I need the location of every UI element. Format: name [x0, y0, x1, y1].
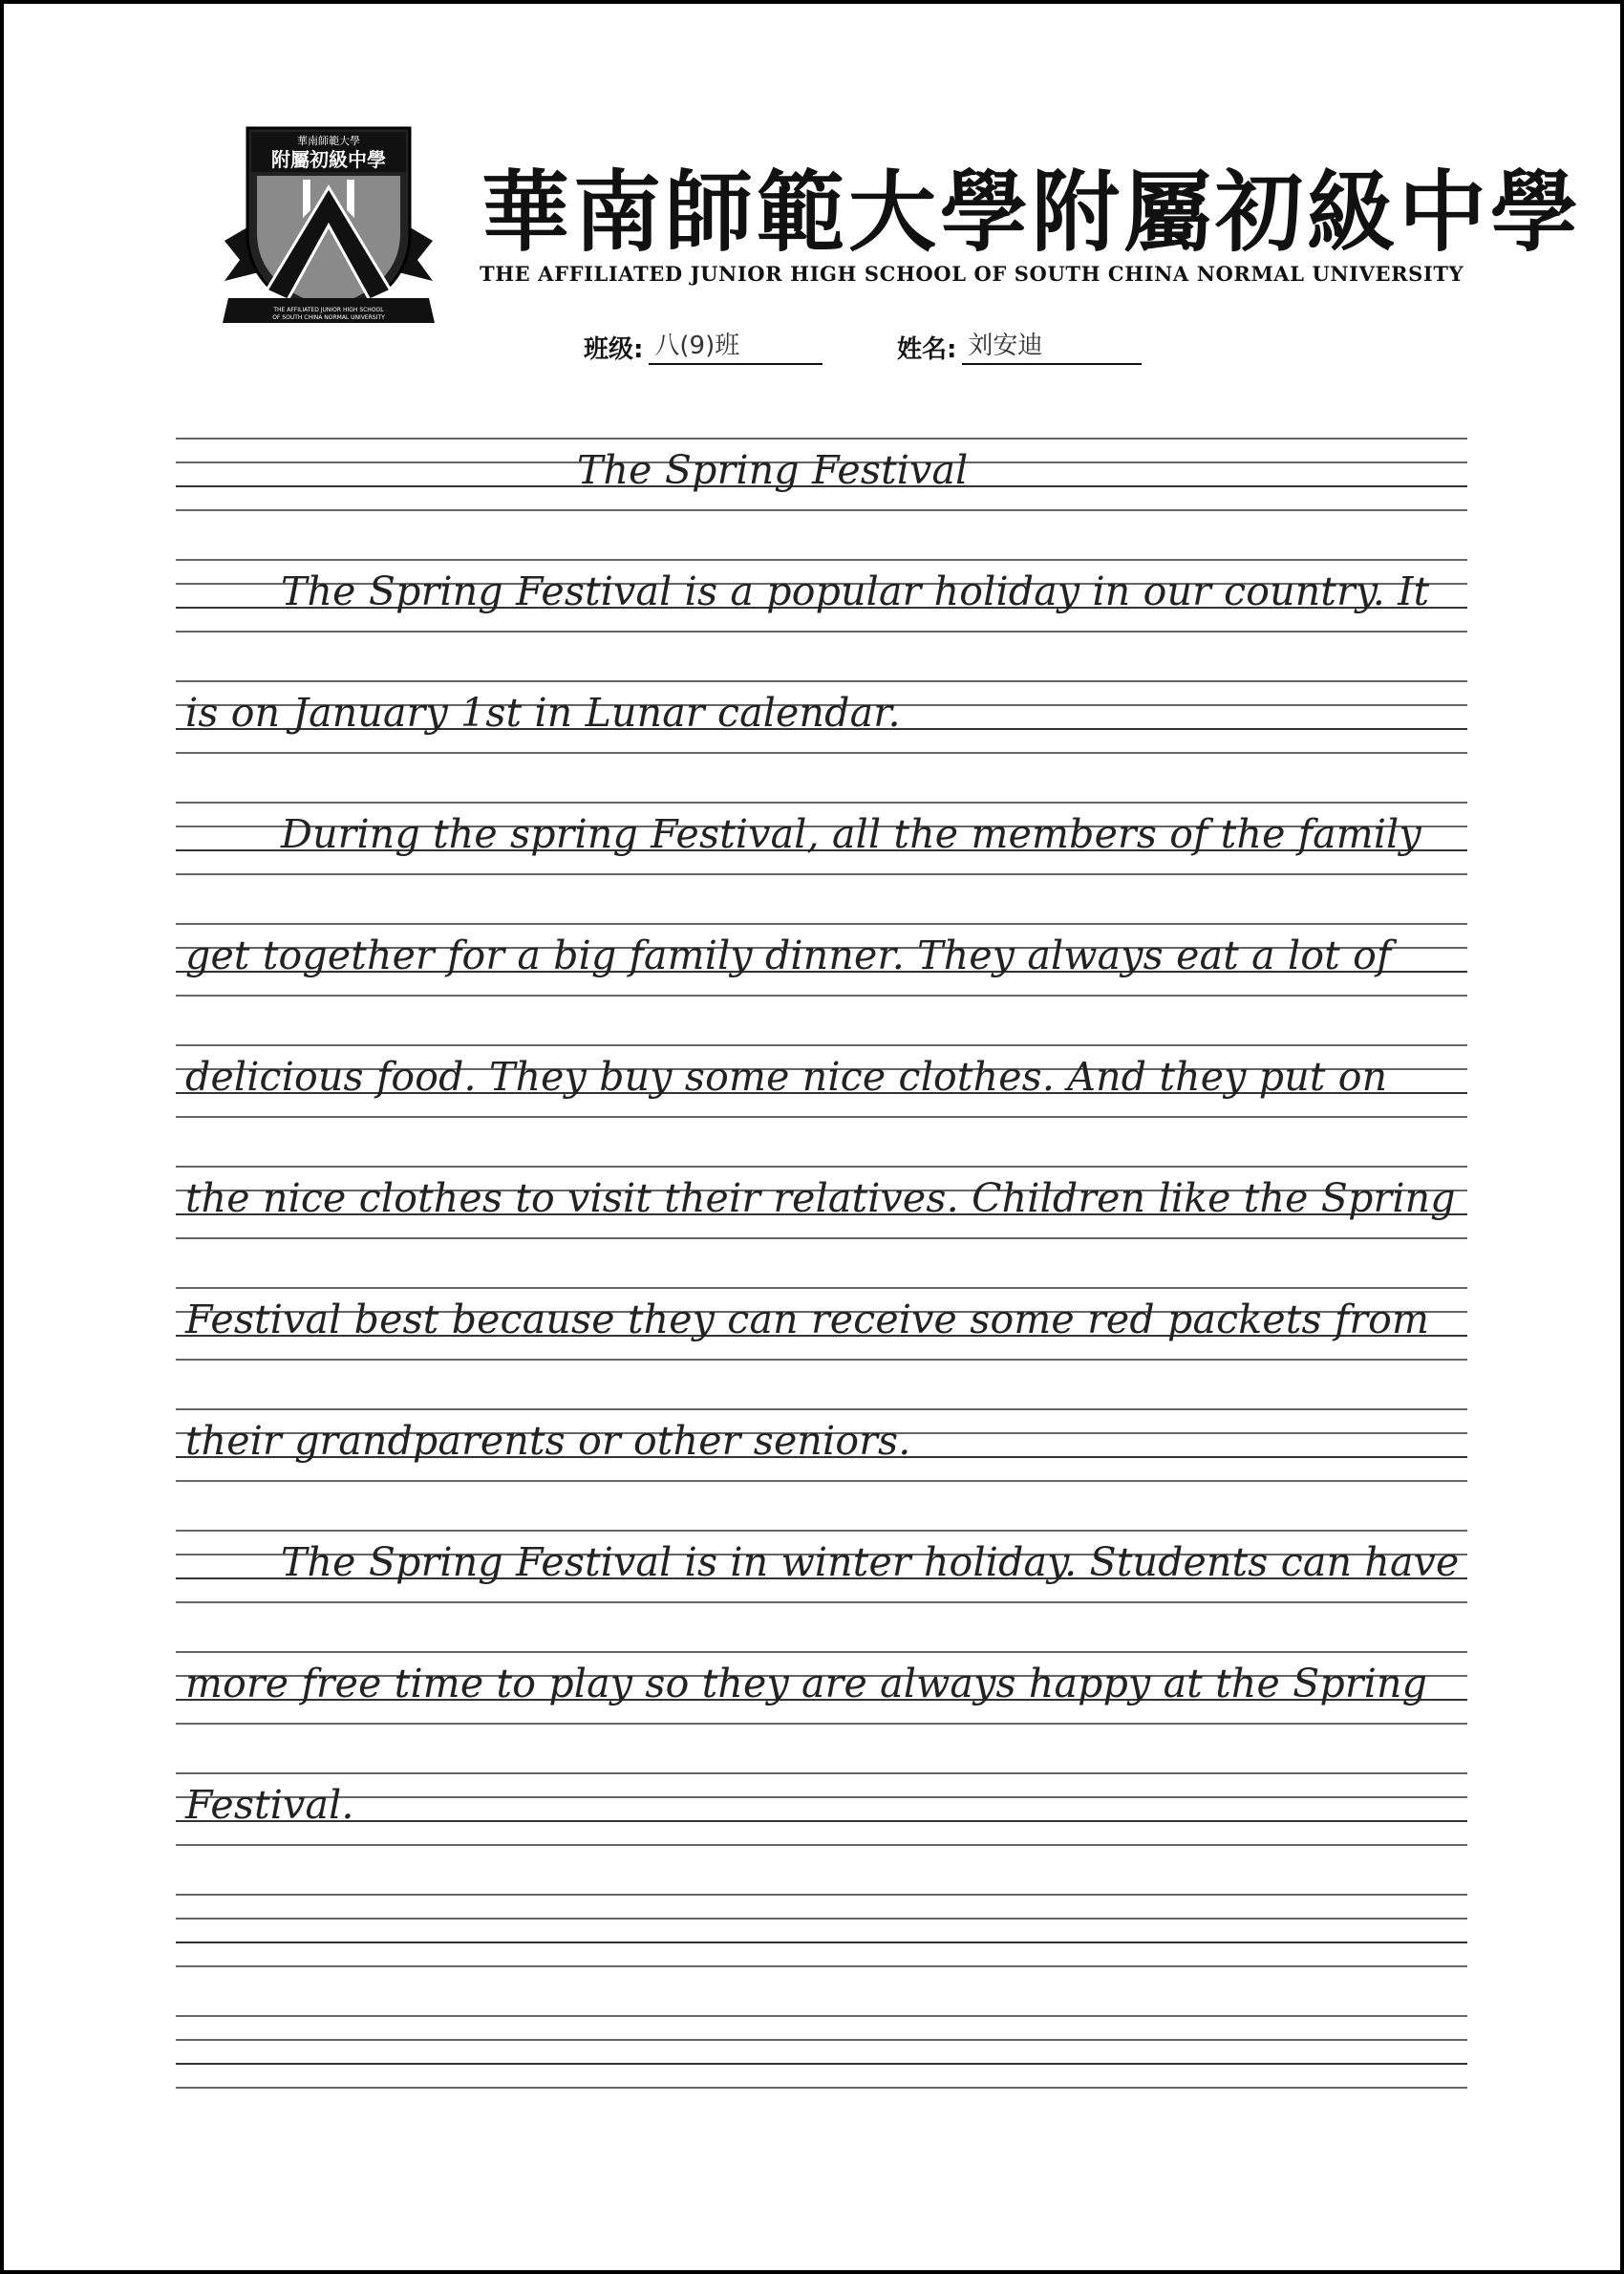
essay-line: The Spring Festival is a popular holiday in our country. It — [281, 568, 1430, 614]
name-value: 刘安迪 — [962, 326, 1142, 365]
class-label: 班级: — [584, 335, 644, 364]
essay-line: their grandparents or other seniors. — [185, 1418, 911, 1464]
essay-line: is on January 1st in Lunar calendar. — [185, 690, 901, 736]
essay-text — [176, 429, 1467, 2106]
essay-line: the nice clothes to visit their relatives. Children like the Spring — [185, 1175, 1456, 1221]
school-crest-logo — [219, 118, 438, 334]
school-name-english: THE AFFILIATED JUNIOR HIGH SCHOOL OF SOUTH CHINA NORMAL UNIVERSITY — [480, 262, 1464, 286]
essay-title: The Spring Festival — [577, 447, 969, 493]
ruled-writing-area — [176, 429, 1467, 2106]
svg-text:附屬初級中學: 附屬初級中學 — [271, 148, 386, 171]
svg-text:OF SOUTH CHINA NORMAL UNIVERSI: OF SOUTH CHINA NORMAL UNIVERSITY — [272, 314, 385, 321]
class-value: 八(9)班 — [649, 326, 823, 365]
essay-line: The Spring Festival is in winter holiday. Students can have — [281, 1539, 1460, 1585]
name-label: 姓名: — [897, 335, 957, 364]
essay-line: Festival. — [185, 1782, 354, 1828]
essay-line: During the spring Festival, all the members of the family — [281, 811, 1421, 857]
essay-line: Festival best because they can receive some red packets from — [185, 1297, 1430, 1342]
essay-line: delicious food. They buy some nice clothes. And they put on — [185, 1054, 1388, 1100]
svg-text:華南師範大學: 華南師範大學 — [297, 135, 360, 147]
svg-text:THE AFFILIATED JUNIOR HIGH SCH: THE AFFILIATED JUNIOR HIGH SCHOOL — [273, 307, 384, 313]
school-name-chinese: 華南師範大學附屬初級中學 — [481, 161, 1583, 264]
name-field — [897, 327, 1142, 365]
class-field — [584, 327, 823, 365]
essay-line: more free time to play so they are always happy at the Spring — [185, 1661, 1428, 1706]
essay-line: get together for a big family dinner. They always eat a lot of — [185, 933, 1392, 978]
